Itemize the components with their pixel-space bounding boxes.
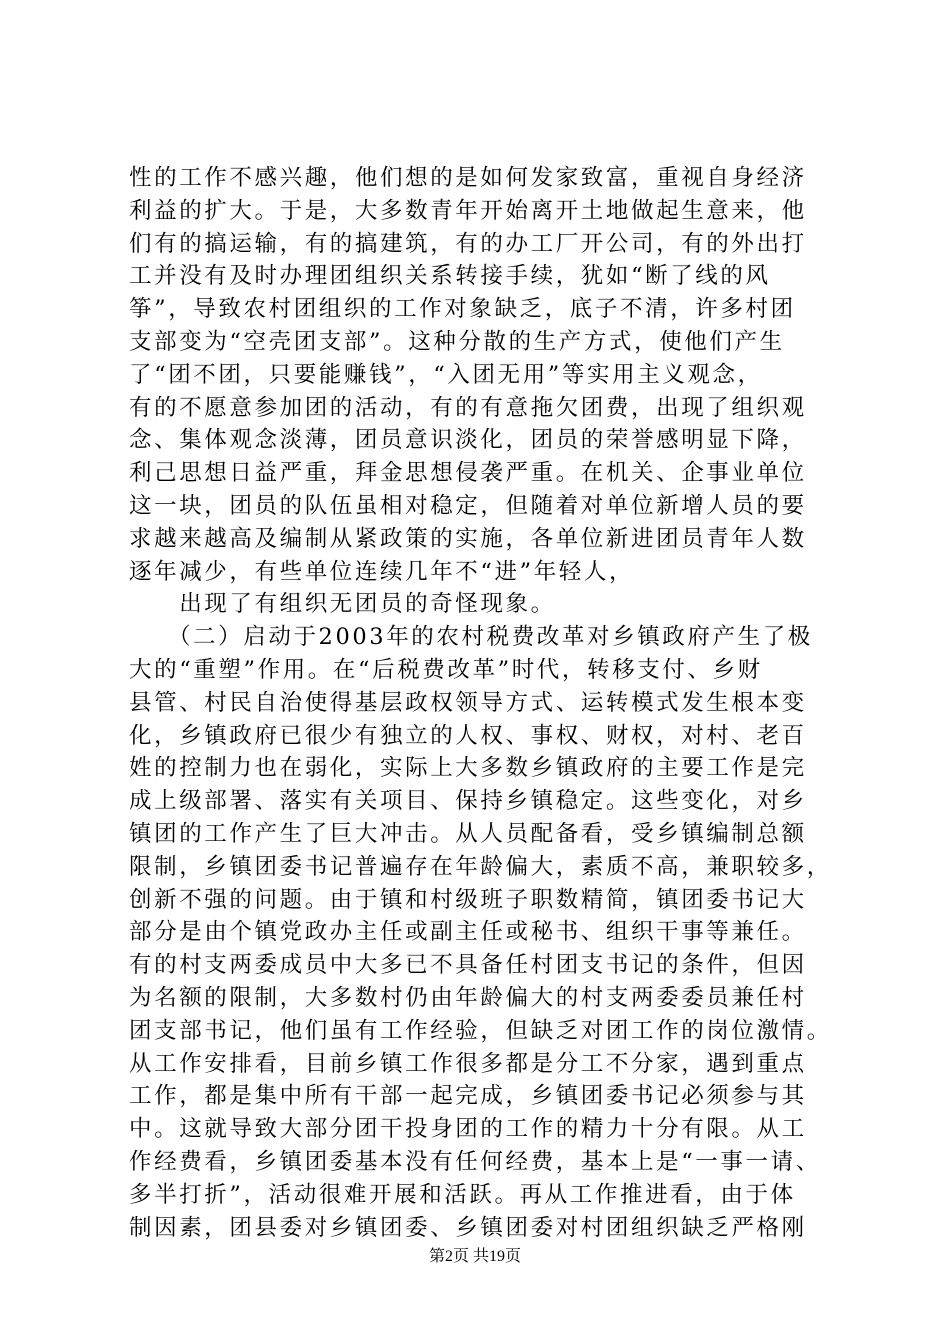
text-line: 限制，乡镇团委书记普遍存在年龄偏大，素质不高，兼职较多， — [129, 853, 832, 880]
text-line: 部分是由个镇党政办主任或副主任或秘书、组织干事等兼任。 — [129, 919, 807, 946]
text-line: 筝”，导致农村团组织的工作对象缺乏，底子不清，许多村团 — [129, 296, 796, 323]
text-line: 求越来越高及编制从紧政策的实施，各单位新进团员青年人数 — [129, 525, 807, 552]
text-line: 作经费看，乡镇团委基本没有任何经费，基本上是“一事一请、 — [129, 1148, 821, 1175]
text-line: 有的不愿意参加团的活动，有的有意拖欠团费，出现了组织观 — [129, 394, 807, 421]
text-line: 支部变为“空壳团支部”。这种分散的生产方式，使他们产生 — [129, 328, 785, 355]
text-line: 们有的搞运输，有的搞建筑，有的办工厂开公司，有的外出打 — [129, 230, 807, 257]
text-line: 从工作安排看，目前乡镇工作很多都是分工不分家，遇到重点 — [129, 1050, 807, 1077]
text-line: 出现了有组织无团员的奇怪现象。 — [129, 591, 556, 618]
text-line: 念、集体观念淡薄，团员意识淡化，团员的荣誉感明显下降， — [129, 427, 807, 454]
text-line: 了“团不团，只要能赚钱”，“入团无用”等实用主义观念， — [129, 361, 763, 388]
text-line: 工并没有及时办理团组织关系转接手续，犹如“断了线的风 — [129, 263, 771, 290]
text-line: 性的工作不感兴趣，他们想的是如何发家致富，重视自身经济 — [129, 165, 807, 191]
body-text — [129, 162, 832, 1244]
text-line: 制因素，团县委对乡镇团委、乡镇团委对村团组织缺乏严格刚 — [129, 1214, 807, 1241]
text-line: 利己思想日益严重，拜金思想侵袭严重。在机关、企事业单位 — [129, 460, 807, 487]
text-line: 中。这就导致大部分团干投身团的工作的精力十分有限。从工 — [129, 1116, 807, 1143]
text-line: 多半打折”，活动很难开展和活跃。再从工作推进看，由于体 — [129, 1181, 796, 1208]
page-footer: 第2页 共19页 — [428, 1248, 521, 1265]
text-line: 化，乡镇政府已很少有独立的人权、事权、财权，对村、老百 — [129, 722, 807, 749]
text-line: 大的“重塑”作用。在“后税费改革”时代，转移支付、乡财 — [129, 656, 763, 683]
text-line: 为名额的限制，大多数村仍由年龄偏大的村支两委委员兼任村 — [129, 984, 807, 1011]
text-line: 这一块，团员的队伍虽相对稳定，但随着对单位新增人员的要 — [129, 492, 807, 519]
text-line: 镇团的工作产生了巨大冲击。从人员配备看，受乡镇编制总额 — [129, 820, 807, 847]
text-line: 逐年减少，有些单位连续几年不“进”年轻人， — [129, 558, 635, 585]
text-line: 团支部书记，他们虽有工作经验，但缺乏对团工作的岗位激情。 — [129, 1017, 832, 1044]
text-line: 有的村支两委成员中大多已不具备任村团支书记的条件，但因 — [129, 952, 807, 979]
text-line: 工作，都是集中所有干部一起完成，乡镇团委书记必须参与其 — [129, 1083, 807, 1110]
text-line: 创新不强的问题。由于镇和村级班子职数精简，镇团委书记大 — [129, 886, 807, 913]
text-line: 姓的控制力也在弱化，实际上大多数乡镇政府的主要工作是完 — [129, 755, 807, 782]
text-line: 成上级部署、落实有关项目、保持乡镇稳定。这些变化，对乡 — [129, 788, 807, 815]
text-line: 县管、村民自治使得基层政权领导方式、运转模式发生根本变 — [129, 689, 807, 716]
text-line: 利益的扩大。于是，大多数青年开始离开土地做起生意来，他 — [129, 197, 807, 224]
text-line: （二）启动于2003年的农村税费改革对乡镇政府产生了极 — [129, 624, 813, 651]
